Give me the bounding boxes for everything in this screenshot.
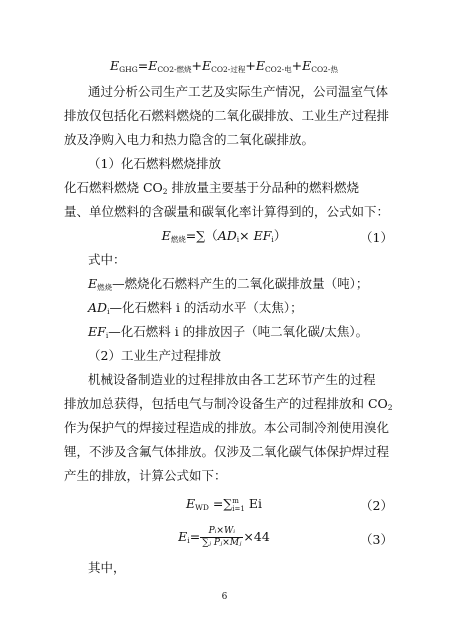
where-label-2: 其中， bbox=[88, 560, 126, 575]
para3-line2: 排放加总获得，包括电气与制冷设备生产的过程排放和 $CO_2$ bbox=[64, 396, 393, 412]
equation-2-number: （2） bbox=[360, 498, 393, 513]
para3-line5: 产生的排放，计算公式如下： bbox=[64, 468, 227, 483]
equation-3-fraction: $\frac{\text{Pᵢ×Wᵢ}}{\text{∑ⱼ Pⱼ×Mⱼ}}$ bbox=[202, 526, 242, 548]
page-number: 6 bbox=[221, 592, 228, 602]
equation-1: $E_{燃烧}=\sum(AD_i\times EF_i)$ bbox=[161, 228, 287, 244]
para2-line1: 化石燃料燃烧 $CO_2$ 排放量主要基于分品种的燃料燃烧 bbox=[64, 180, 360, 196]
para1-line3: 放及净购入电力和热力隐含的二氧化碳排放。 bbox=[64, 132, 315, 147]
equation-1-number: （1） bbox=[360, 230, 393, 245]
para1-line1: 通过分析公司生产工艺及实际生产情况，公司温室气体 bbox=[88, 84, 389, 99]
definition-ef: $EF_i—$化石燃料 i 的排放因子（吨二氧化碳/太焦）。 bbox=[88, 324, 369, 340]
formula-ghg-total: $E_{GHG}=E_{CO2-燃烧}+E_{CO2-过程}+E_{CO2-电}+E_{CO2-热}$ bbox=[110, 58, 338, 74]
para2-line2: 量、单位燃料的含碳量和碳氧化率计算得到的，公式如下： bbox=[64, 204, 390, 219]
equation-3-number: （3） bbox=[360, 532, 393, 547]
para1-line2: 排放仅包括化石燃料燃烧的二氧化碳排放、工业生产过程排 bbox=[64, 108, 390, 123]
para3-line3: 作为保护气的焊接过程造成的排放。本公司制冷剂使用溴化 bbox=[64, 420, 390, 435]
where-label-1: 式中： bbox=[88, 252, 126, 267]
para3-line4: 锂，不涉及含氟气体排放。仅涉及二氧化碳气体保护焊过程 bbox=[64, 444, 390, 459]
equation-2: $E_{WD}$ =∑ m i=1 Ei bbox=[186, 496, 262, 513]
definition-e-combustion: $E_{燃烧}—$燃烧化石燃料产生的二氧化碳排放量（吨）； bbox=[88, 276, 369, 292]
equation-3: $E_i=$ $\frac{\text{Pᵢ×Wᵢ}}{\text{∑ⱼ Pⱼ×Mⱼ}}$ ×44 bbox=[178, 526, 270, 548]
definition-ad: $AD_i—$化石燃料 i 的活动水平（太焦）； bbox=[88, 300, 303, 316]
section-heading-combustion: （1）化石燃料燃烧排放 bbox=[88, 156, 221, 171]
para3-line1: 机械设备制造业的过程排放由各工艺环节产生的过程 bbox=[88, 372, 376, 387]
section-heading-process: （2）工业生产过程排放 bbox=[88, 348, 221, 363]
